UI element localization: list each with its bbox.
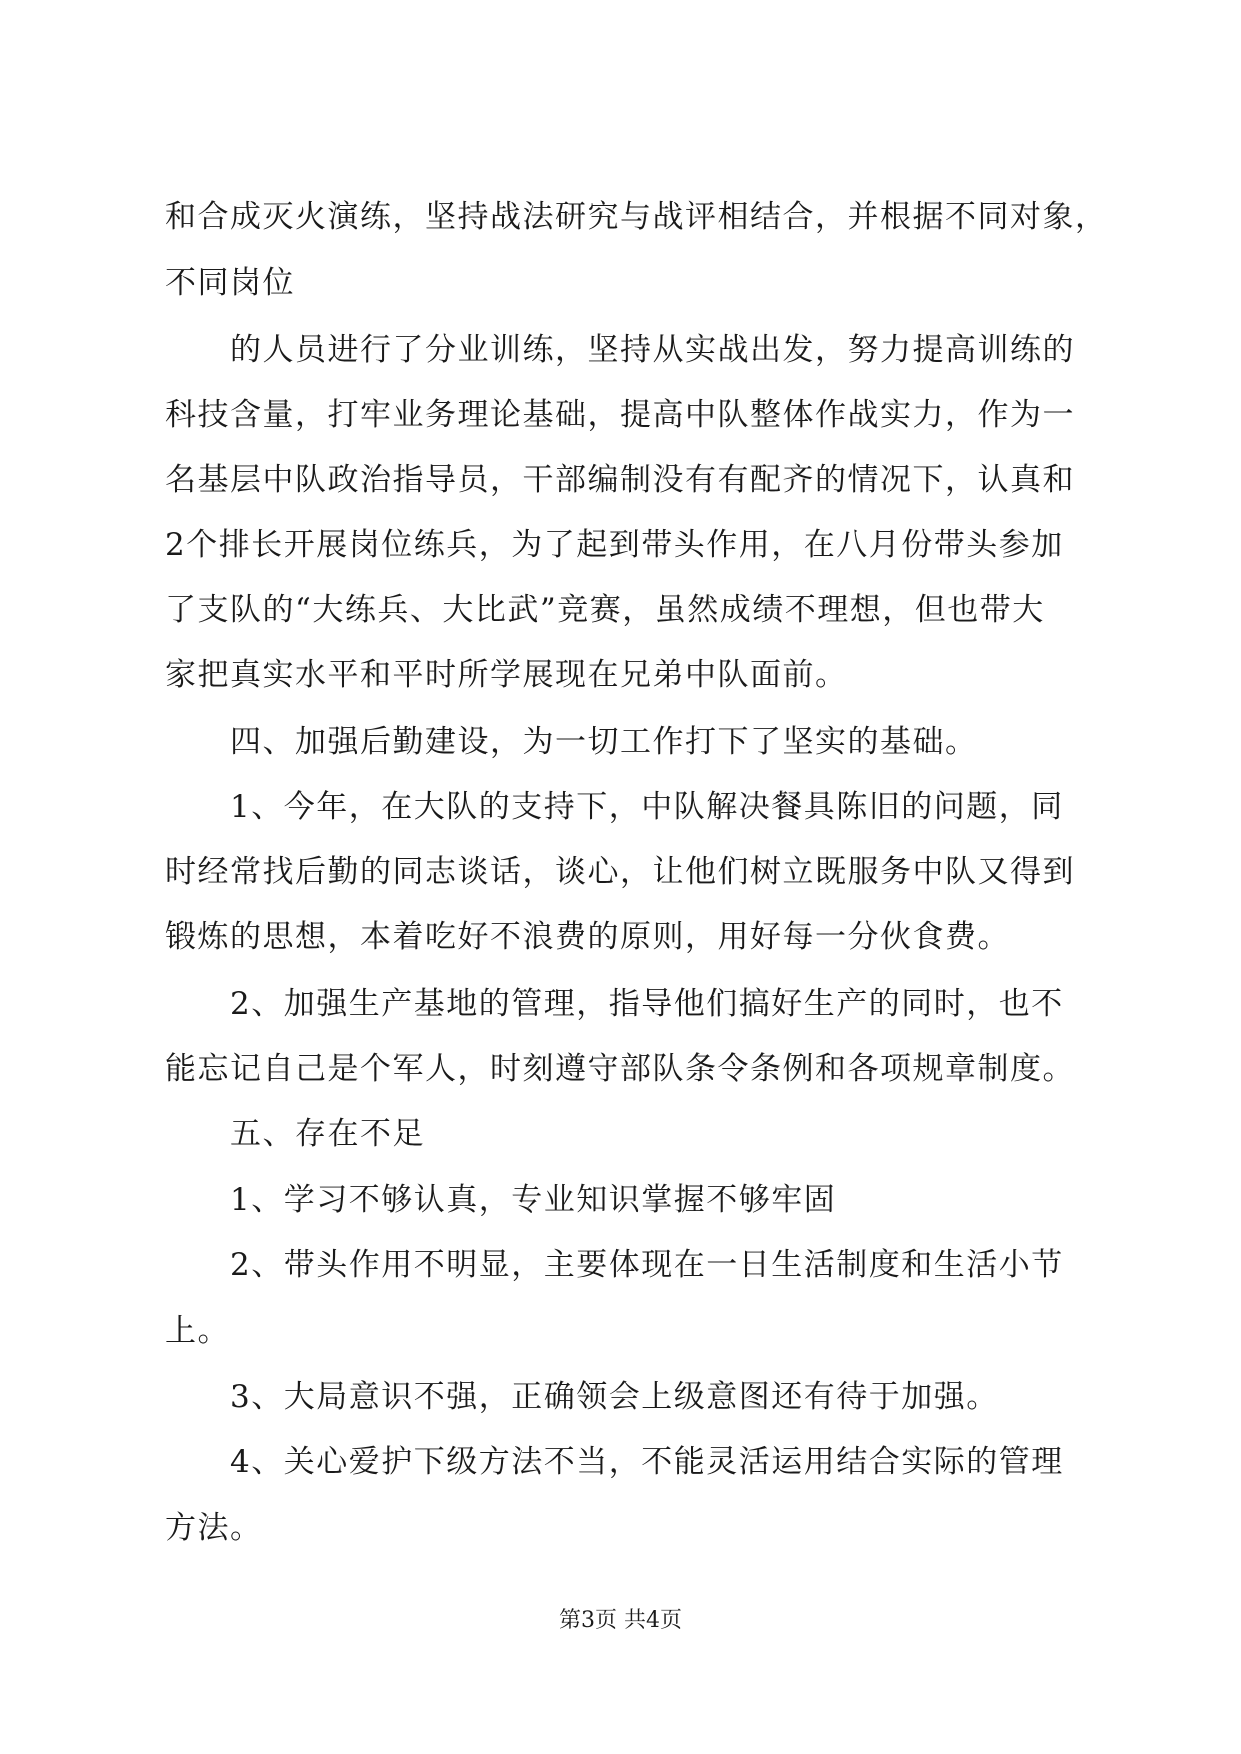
text-line: 3、大局意识不强，正确领会上级意图还有待于加强。 xyxy=(165,1379,999,1415)
text-line: 2个排长开展岗位练兵，为了起到带头作用，在八月份带头参加 xyxy=(165,527,1064,563)
text-line: 2、加强生产基地的管理，指导他们搞好生产的同时，也不 xyxy=(165,986,1064,1022)
page-number: 第3页 共4页 xyxy=(559,1608,682,1633)
section-heading: 四、加强后勤建设，为一切工作打下了坚实的基础。 xyxy=(165,724,978,760)
text-line: 1、今年，在大队的支持下，中队解决餐具陈旧的问题，同 xyxy=(165,789,1064,825)
text-line: 了支队的“大练兵、大比武”竞赛，虽然成绩不理想，但也带大 xyxy=(165,592,1045,628)
text-line: 锻炼的思想，本着吃好不浪费的原则，用好每一分伙食费。 xyxy=(165,919,1010,955)
text-line: 上。 xyxy=(165,1313,230,1349)
text-line: 名基层中队政治指导员，干部编制没有有配齐的情况下，认真和 xyxy=(165,462,1075,498)
text-line: 科技含量，打牢业务理论基础，提高中队整体作战实力，作为一 xyxy=(165,397,1075,433)
text-line: 能忘记自己是个军人，时刻遵守部队条令条例和各项规章制度。 xyxy=(165,1051,1075,1087)
text-line: 的人员进行了分业训练，坚持从实战出发，努力提高训练的 xyxy=(165,332,1075,368)
text-line: 时经常找后勤的同志谈话，谈心，让他们树立既服务中队又得到 xyxy=(165,854,1075,890)
text-line: 4、关心爱护下级方法不当，不能灵活运用结合实际的管理 xyxy=(165,1444,1064,1480)
text-line: 方法。 xyxy=(165,1510,263,1546)
text-line: 2、带头作用不明显，主要体现在一日生活制度和生活小节 xyxy=(165,1247,1064,1283)
text-line: 和合成灭火演练，坚持战法研究与战评相结合，并根据不同对象， xyxy=(165,199,1108,235)
text-line: 不同岗位 xyxy=(165,265,295,301)
text-line: 家把真实水平和平时所学展现在兄弟中队面前。 xyxy=(165,657,848,693)
text-line: 1、学习不够认真，专业知识掌握不够牢固 xyxy=(165,1182,837,1218)
section-heading: 五、存在不足 xyxy=(165,1116,425,1152)
